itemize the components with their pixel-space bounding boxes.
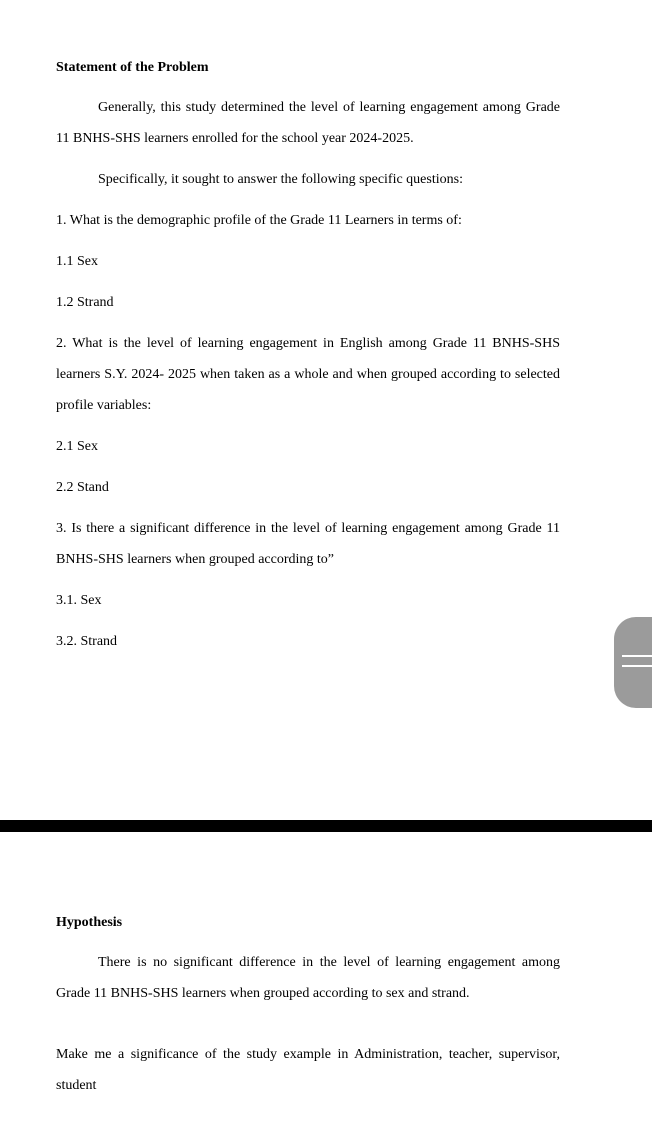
question-2: 2. What is the level of learning engagement in English among Grade 11 BNHS-SHS learners S.Y. 2024- 2025 when taken as a whole and when grouped according to selected profile variables: (56, 336, 560, 413)
question-2-2: 2.2 Stand (56, 480, 109, 495)
page-2-content (56, 907, 560, 1111)
question-1-2: 1.2 Strand (56, 295, 114, 310)
section-heading-statement: Statement of the Problem (56, 60, 209, 75)
question-3-2: 3.2. Strand (56, 634, 118, 649)
handle-line (622, 665, 652, 667)
page-break-divider (0, 820, 652, 832)
question-1-1: 1.1 Sex (56, 254, 98, 269)
drag-handle-icon[interactable] (614, 617, 652, 708)
paragraph-specific: Specifically, it sought to answer the following specific questions: (98, 172, 463, 187)
question-1: 1. What is the demographic profile of the Grade 11 Learners in terms of: (56, 213, 462, 228)
question-3: 3. Is there a significant difference in the level of learning engagement among Grade 11 BNHS-SHS learners when grouped according to” (56, 521, 560, 567)
paragraph-general: Generally, this study determined the level of learning engagement among Grade 11 BNHS-SHS learners enrolled for the school year 2024-2025. (56, 100, 560, 146)
question-3-1: 3.1. Sex (56, 593, 102, 608)
handle-line (622, 655, 652, 657)
section-heading-hypothesis: Hypothesis (56, 915, 123, 930)
paragraph-request: Make me a significance of the study example in Administration, teacher, supervisor, student (56, 1047, 560, 1093)
question-2-1: 2.1 Sex (56, 439, 98, 454)
page-1-content (56, 52, 560, 667)
paragraph-hypothesis: There is no significant difference in the level of learning engagement among Grade 11 BNHS-SHS learners when grouped according to sex and strand. (56, 955, 560, 1001)
